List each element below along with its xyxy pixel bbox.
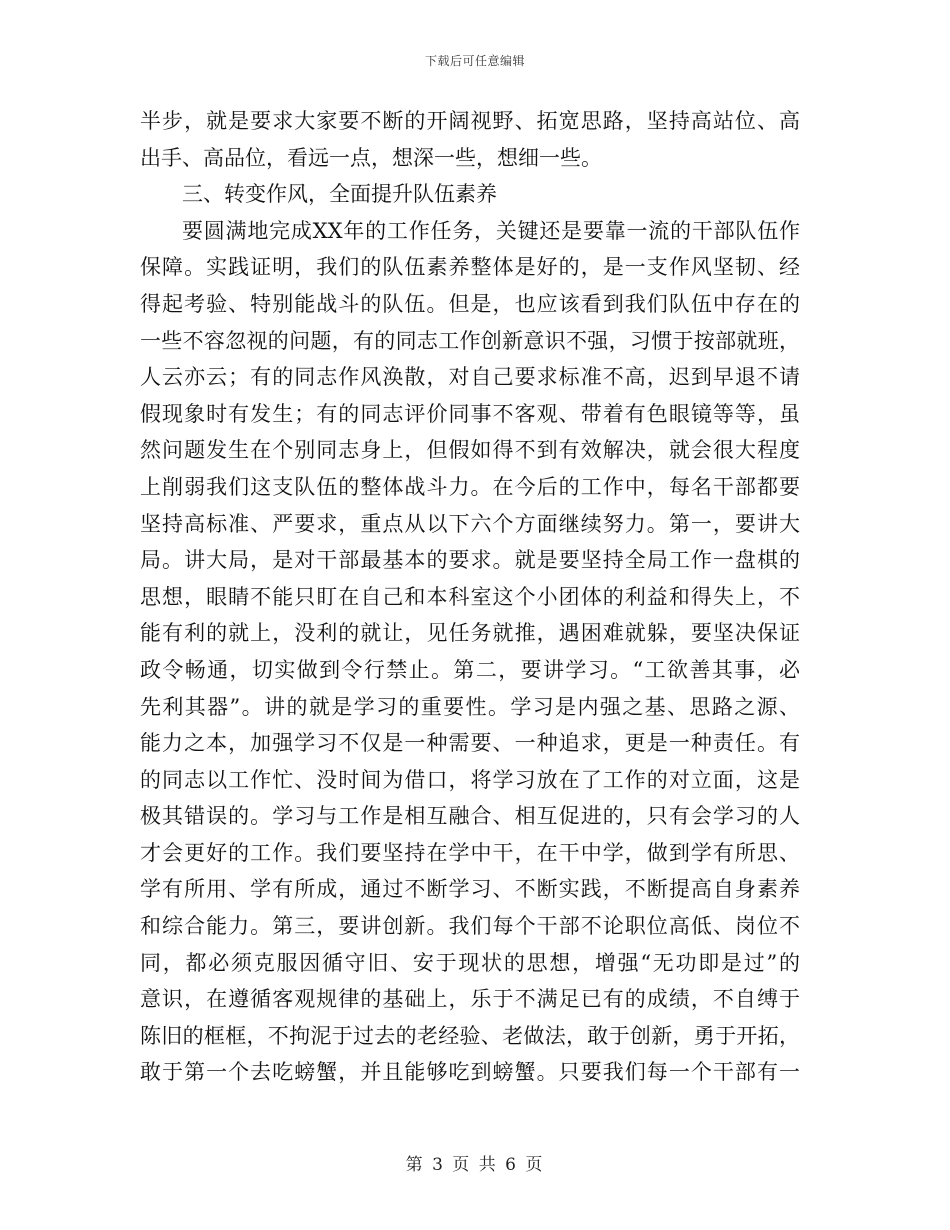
paragraph-line: 能有利的就上，没利的就让，见任务就推，遇困难就躲，要坚决保证 (140, 621, 800, 646)
paragraph-line: 极其错误的。学习与工作是相互融合、相互促进的，只有会学习的人 (140, 804, 800, 829)
paragraph-line: 和综合能力。第三，要讲创新。我们每个干部不论职位高低、岗位不 (140, 914, 800, 939)
paragraph-line: 坚持高标准、严要求，重点从以下六个方面继续努力。第一，要讲大 (140, 511, 800, 536)
paragraph-line: 半步，就是要求大家要不断的开阔视野、拓宽思路，坚持高站位、高 (140, 109, 800, 133)
paragraph-line: 同，都必须克服因循守旧、安于现状的思想，增强“无功即是过”的 (140, 950, 800, 975)
paragraph-line: 局。讲大局，是对干部最基本的要求。就是要坚持全局工作一盘棋的 (140, 548, 800, 573)
paragraph-line: 陈旧的框框，不拘泥于过去的老经验、老做法，敢于创新，勇于开拓， (140, 1023, 800, 1048)
paragraph-line: 能力之本，加强学习不仅是一种需要、一种追求，更是一种责任。有 (140, 731, 800, 756)
paragraph-line: 敢于第一个去吃螃蟹，并且能够吃到螃蟹。只要我们每一个干部有一 (140, 1060, 800, 1085)
paragraph-line: 假现象时有发生；有的同志评价同事不客观、带着有色眼镜等等，虽 (140, 401, 800, 426)
paragraph-line: 政令畅通，切实做到令行禁止。第二，要讲学习。“工欲善其事，必 (140, 657, 800, 682)
paragraph-line: 得起考验、特别能战斗的队伍。但是，也应该看到我们队伍中存在的 (140, 291, 800, 316)
paragraph-line: 出手、高品位，看远一点，想深一些，想细一些。 (140, 145, 602, 170)
paragraph-line: 人云亦云；有的同志作风涣散，对自己要求标准不高，迟到早退不请 (140, 365, 800, 390)
paragraph-line: 保障。实践证明，我们的队伍素养整体是好的，是一支作风坚韧、经 (140, 255, 800, 280)
paragraph-line: 要圆满地完成XX年的工作任务，关键还是要靠一流的干部队伍作 (182, 218, 800, 243)
paragraph-line: 上削弱我们这支队伍的整体战斗力。在今后的工作中，每名干部都要 (140, 474, 800, 499)
paragraph-line: 一些不容忽视的问题，有的同志工作创新意识不强，习惯于按部就班， (140, 328, 800, 353)
paragraph-line: 的同志以工作忙、没时间为借口，将学习放在了工作的对立面，这是 (140, 767, 800, 792)
body-text (140, 103, 800, 1091)
section-heading: 三、转变作风，全面提升队伍素养 (182, 182, 497, 207)
paragraph-line: 思想，眼睛不能只盯在自己和本科室这个小团体的利益和得失上，不 (140, 584, 800, 609)
paragraph-line: 然问题发生在个别同志身上，但假如得不到有效解决，就会很大程度 (140, 438, 800, 463)
paragraph-line: 学有所用、学有所成，通过不断学习、不断实践，不断提高自身素养 (140, 877, 800, 902)
paragraph-line: 才会更好的工作。我们要坚持在学中干，在干中学，做到学有所思、 (140, 840, 800, 865)
page-footer: 第 3 页 共 6 页 (405, 1155, 545, 1175)
page-header: 下载后可任意编辑 (424, 54, 525, 68)
paragraph-line: 意识，在遵循客观规律的基础上，乐于不满足已有的成绩，不自缚于 (140, 987, 800, 1012)
paragraph-line: 先利其器”。讲的就是学习的重要性。学习是内强之基、思路之源、 (140, 694, 800, 719)
